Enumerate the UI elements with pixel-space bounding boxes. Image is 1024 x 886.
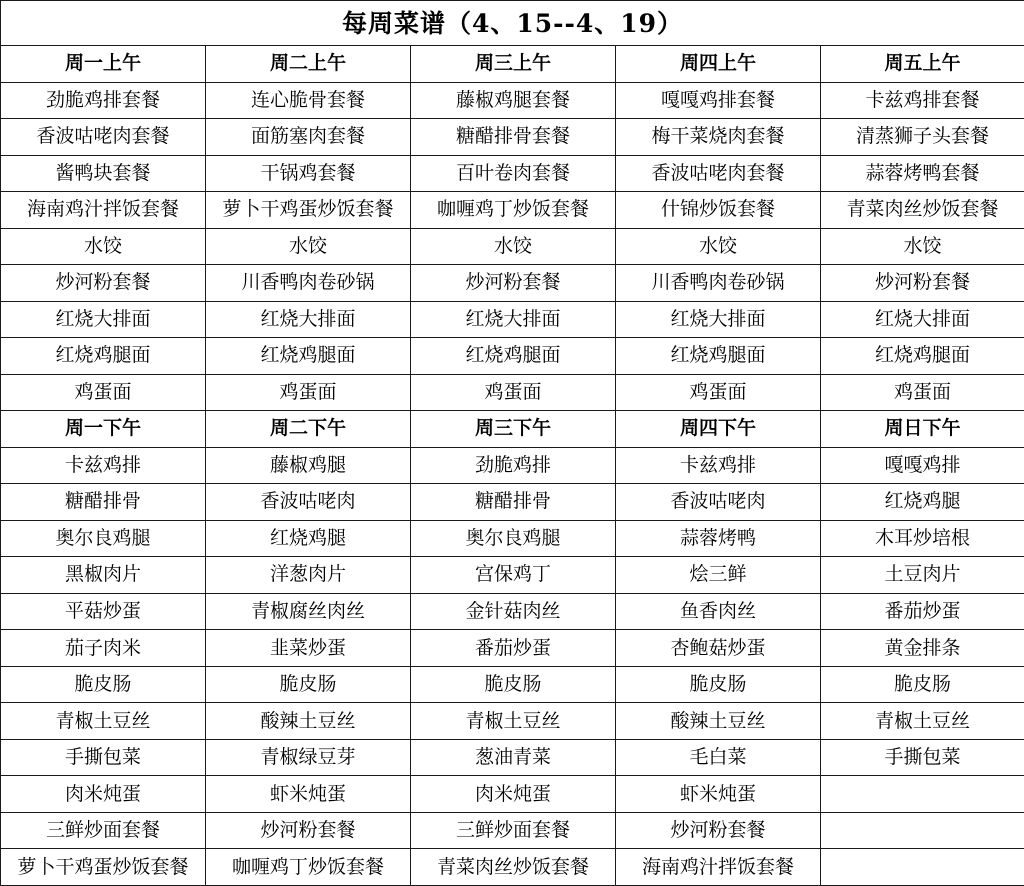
- menu-item-cell: 劲脆鸡排套餐: [1, 82, 206, 119]
- menu-item-cell: 脆皮肠: [1, 666, 206, 703]
- menu-item-cell: 手撕包菜: [1, 739, 206, 776]
- menu-item-cell: 红烧鸡腿面: [411, 338, 616, 375]
- menu-item-cell: 面筋塞肉套餐: [206, 119, 411, 156]
- menu-item-cell: 川香鸭肉卷砂锅: [206, 265, 411, 302]
- menu-item-cell: 卡兹鸡排: [616, 447, 821, 484]
- menu-item-cell: 红烧大排面: [1, 301, 206, 338]
- menu-item-cell: 萝卜干鸡蛋炒饭套餐: [206, 192, 411, 229]
- menu-item-cell: 葱油青菜: [411, 739, 616, 776]
- menu-item-cell: 肉米炖蛋: [1, 776, 206, 813]
- menu-item-cell: [821, 849, 1024, 886]
- menu-item-cell: 咖喱鸡丁炒饭套餐: [206, 849, 411, 886]
- menu-item-cell: 糖醋排骨: [1, 484, 206, 521]
- menu-item-cell: 青椒土豆丝: [411, 703, 616, 740]
- morning-menu-row: [1, 155, 1024, 192]
- menu-item-cell: 虾米炖蛋: [616, 776, 821, 813]
- morning-menu-row: [1, 265, 1024, 302]
- menu-item-cell: 蒜蓉烤鸭: [616, 520, 821, 557]
- menu-item-cell: 香波咕咾肉: [206, 484, 411, 521]
- menu-item-cell: 海南鸡汁拌饭套餐: [616, 849, 821, 886]
- menu-item-cell: 青椒腐丝肉丝: [206, 593, 411, 630]
- afternoon-day-header: 周一下午: [1, 411, 206, 448]
- menu-item-cell: 虾米炖蛋: [206, 776, 411, 813]
- menu-item-cell: 炒河粉套餐: [616, 812, 821, 849]
- menu-item-cell: 肉米炖蛋: [411, 776, 616, 813]
- menu-item-cell: 蒜蓉烤鸭套餐: [821, 155, 1024, 192]
- morning-menu-row: [1, 82, 1024, 119]
- menu-item-cell: 红烧鸡腿面: [821, 338, 1024, 375]
- afternoon-menu-row: [1, 593, 1024, 630]
- menu-item-cell: 卡兹鸡排: [1, 447, 206, 484]
- menu-item-cell: 川香鸭肉卷砂锅: [616, 265, 821, 302]
- menu-item-cell: 香波咕咾肉套餐: [616, 155, 821, 192]
- menu-item-cell: 青椒土豆丝: [1, 703, 206, 740]
- afternoon-day-header: 周三下午: [411, 411, 616, 448]
- menu-item-cell: 红烧大排面: [411, 301, 616, 338]
- menu-item-cell: 嘎嘎鸡排套餐: [616, 82, 821, 119]
- menu-item-cell: 毛白菜: [616, 739, 821, 776]
- menu-item-cell: 脆皮肠: [411, 666, 616, 703]
- menu-item-cell: 土豆肉片: [821, 557, 1024, 594]
- menu-item-cell: 杏鲍菇炒蛋: [616, 630, 821, 667]
- menu-item-cell: 脆皮肠: [206, 666, 411, 703]
- menu-item-cell: 金针菇肉丝: [411, 593, 616, 630]
- afternoon-menu-row: [1, 666, 1024, 703]
- menu-item-cell: 糖醋排骨套餐: [411, 119, 616, 156]
- menu-item-cell: 手撕包菜: [821, 739, 1024, 776]
- menu-item-cell: [821, 812, 1024, 849]
- menu-item-cell: 红烧大排面: [821, 301, 1024, 338]
- menu-item-cell: 红烧鸡腿: [206, 520, 411, 557]
- menu-item-cell: 三鲜炒面套餐: [411, 812, 616, 849]
- menu-item-cell: 鸡蛋面: [206, 374, 411, 411]
- menu-item-cell: 红烧大排面: [616, 301, 821, 338]
- menu-item-cell: 红烧鸡腿面: [206, 338, 411, 375]
- menu-item-cell: 劲脆鸡排: [411, 447, 616, 484]
- menu-item-cell: 鱼香肉丝: [616, 593, 821, 630]
- menu-item-cell: 宫保鸡丁: [411, 557, 616, 594]
- afternoon-menu-row: [1, 557, 1024, 594]
- morning-day-header: 周五上午: [821, 46, 1024, 83]
- menu-item-cell: 青菜肉丝炒饭套餐: [411, 849, 616, 886]
- menu-item-cell: 番茄炒蛋: [821, 593, 1024, 630]
- menu-item-cell: 韭菜炒蛋: [206, 630, 411, 667]
- morning-menu-row: [1, 192, 1024, 229]
- morning-menu-row: [1, 228, 1024, 265]
- menu-item-cell: 炒河粉套餐: [1, 265, 206, 302]
- menu-item-cell: 香波咕咾肉: [616, 484, 821, 521]
- menu-title: 每周菜谱（4、15--4、19）: [1, 1, 1024, 46]
- morning-header-row: [1, 46, 1024, 83]
- menu-item-cell: 红烧大排面: [206, 301, 411, 338]
- afternoon-menu-row: [1, 812, 1024, 849]
- menu-item-cell: 红烧鸡腿: [821, 484, 1024, 521]
- menu-item-cell: 鸡蛋面: [411, 374, 616, 411]
- afternoon-menu-row: [1, 484, 1024, 521]
- menu-item-cell: 酸辣土豆丝: [206, 703, 411, 740]
- menu-item-cell: 三鲜炒面套餐: [1, 812, 206, 849]
- menu-item-cell: 水饺: [206, 228, 411, 265]
- menu-item-cell: 清蒸狮子头套餐: [821, 119, 1024, 156]
- menu-item-cell: 什锦炒饭套餐: [616, 192, 821, 229]
- menu-item-cell: 鸡蛋面: [821, 374, 1024, 411]
- menu-item-cell: 青椒土豆丝: [821, 703, 1024, 740]
- menu-item-cell: 水饺: [616, 228, 821, 265]
- menu-item-cell: 脆皮肠: [616, 666, 821, 703]
- menu-item-cell: 干锅鸡套餐: [206, 155, 411, 192]
- menu-item-cell: 红烧鸡腿面: [616, 338, 821, 375]
- morning-menu-row: [1, 119, 1024, 156]
- menu-item-cell: 糖醋排骨: [411, 484, 616, 521]
- menu-item-cell: 奥尔良鸡腿: [411, 520, 616, 557]
- menu-item-cell: 咖喱鸡丁炒饭套餐: [411, 192, 616, 229]
- menu-item-cell: [821, 776, 1024, 813]
- menu-item-cell: 梅干菜烧肉套餐: [616, 119, 821, 156]
- menu-item-cell: 番茄炒蛋: [411, 630, 616, 667]
- afternoon-day-header: 周日下午: [821, 411, 1024, 448]
- menu-item-cell: 水饺: [1, 228, 206, 265]
- morning-day-header: 周四上午: [616, 46, 821, 83]
- menu-item-cell: 红烧鸡腿面: [1, 338, 206, 375]
- menu-item-cell: 烩三鲜: [616, 557, 821, 594]
- menu-item-cell: 嘎嘎鸡排: [821, 447, 1024, 484]
- afternoon-menu-row: [1, 447, 1024, 484]
- afternoon-menu-row: [1, 739, 1024, 776]
- afternoon-menu-row: [1, 703, 1024, 740]
- menu-item-cell: 炒河粉套餐: [411, 265, 616, 302]
- menu-item-cell: 海南鸡汁拌饭套餐: [1, 192, 206, 229]
- morning-menu-row: [1, 374, 1024, 411]
- afternoon-menu-row: [1, 520, 1024, 557]
- menu-item-cell: 卡兹鸡排套餐: [821, 82, 1024, 119]
- morning-menu-row: [1, 338, 1024, 375]
- menu-item-cell: 洋葱肉片: [206, 557, 411, 594]
- afternoon-menu-row: [1, 776, 1024, 813]
- menu-item-cell: 百叶卷肉套餐: [411, 155, 616, 192]
- menu-item-cell: 黑椒肉片: [1, 557, 206, 594]
- menu-item-cell: 青椒绿豆芽: [206, 739, 411, 776]
- menu-item-cell: 脆皮肠: [821, 666, 1024, 703]
- morning-day-header: 周一上午: [1, 46, 206, 83]
- afternoon-day-header: 周二下午: [206, 411, 411, 448]
- menu-body: [1, 46, 1024, 886]
- menu-item-cell: 酱鸭块套餐: [1, 155, 206, 192]
- morning-menu-row: [1, 301, 1024, 338]
- menu-item-cell: 鸡蛋面: [1, 374, 206, 411]
- morning-day-header: 周三上午: [411, 46, 616, 83]
- menu-item-cell: 青菜肉丝炒饭套餐: [821, 192, 1024, 229]
- menu-item-cell: 香波咕咾肉套餐: [1, 119, 206, 156]
- menu-item-cell: 木耳炒培根: [821, 520, 1024, 557]
- menu-item-cell: 鸡蛋面: [616, 374, 821, 411]
- menu-item-cell: 黄金排条: [821, 630, 1024, 667]
- menu-item-cell: 酸辣土豆丝: [616, 703, 821, 740]
- menu-item-cell: 连心脆骨套餐: [206, 82, 411, 119]
- afternoon-menu-row: [1, 630, 1024, 667]
- menu-item-cell: 水饺: [821, 228, 1024, 265]
- menu-item-cell: 藤椒鸡腿: [206, 447, 411, 484]
- menu-item-cell: 炒河粉套餐: [206, 812, 411, 849]
- afternoon-day-header: 周四下午: [616, 411, 821, 448]
- menu-item-cell: 水饺: [411, 228, 616, 265]
- afternoon-menu-row: [1, 849, 1024, 886]
- menu-item-cell: 茄子肉米: [1, 630, 206, 667]
- menu-item-cell: 平菇炒蛋: [1, 593, 206, 630]
- afternoon-header-row: [1, 411, 1024, 448]
- morning-day-header: 周二上午: [206, 46, 411, 83]
- menu-item-cell: 藤椒鸡腿套餐: [411, 82, 616, 119]
- menu-item-cell: 奥尔良鸡腿: [1, 520, 206, 557]
- menu-item-cell: 萝卜干鸡蛋炒饭套餐: [1, 849, 206, 886]
- title-row: [1, 1, 1024, 46]
- menu-item-cell: 炒河粉套餐: [821, 265, 1024, 302]
